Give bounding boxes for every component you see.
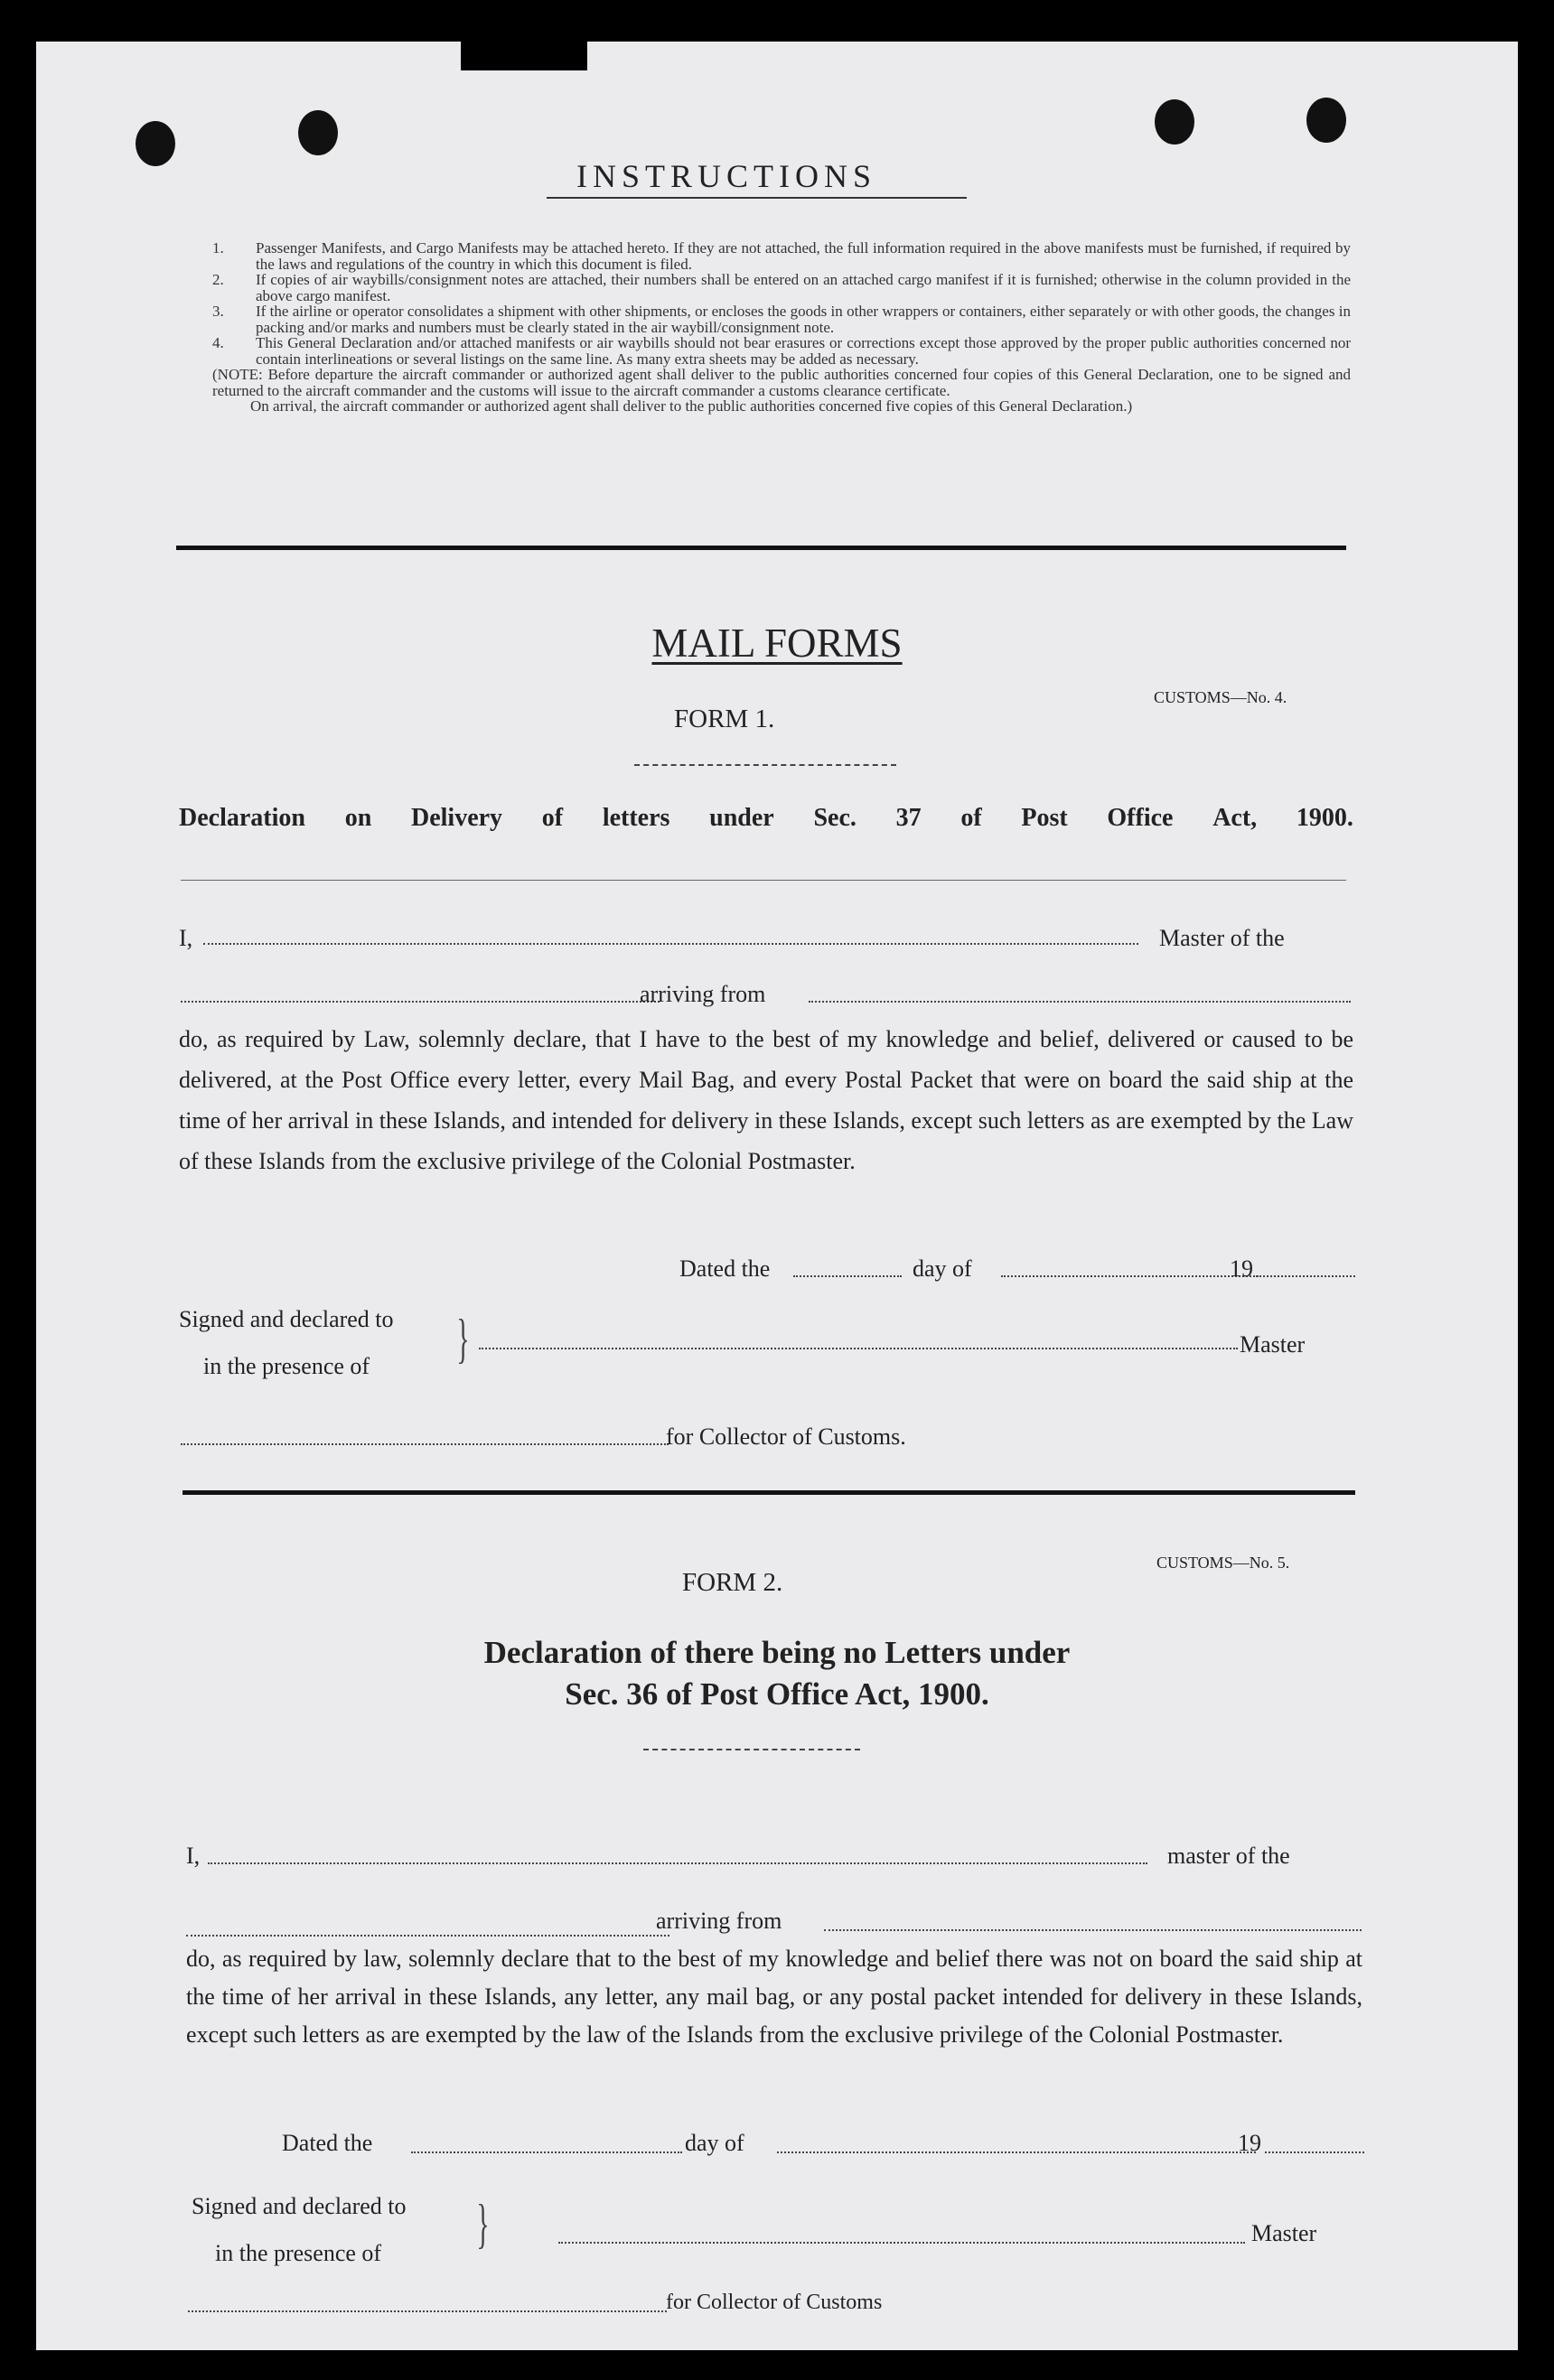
form1-label: FORM 1. (674, 705, 775, 733)
punch-hole-right-1 (1155, 99, 1194, 145)
form1-dated-the: Dated the (679, 1255, 771, 1282)
form1-title-word: 1900. (1296, 804, 1353, 832)
instruction-item (212, 240, 1351, 272)
form1-title-word: Delivery (410, 804, 503, 832)
instruction-text: If copies of air waybills/consignment notes are attached, their numbers shall be entered on an attached cargo manifest if it is furnished; otherwise in the column provided in the above cargo manifest. (256, 271, 1351, 304)
form1-customs-number: CUSTOMS—No. 4. (1154, 688, 1287, 706)
instruction-text: Passenger Manifests, and Cargo Manifests may be attached hereto. If they are not attached, the full information required in the above manifests must be furnished, if required by the laws and regulations of the country in which this document is filed. (256, 239, 1351, 273)
form1-title-word: 37 (895, 804, 922, 832)
torn-edge-mark (461, 38, 587, 70)
form1-month-field[interactable] (1001, 1275, 1259, 1277)
form2-arriving-from: arriving from (656, 1908, 782, 1934)
form1-title-word: of (960, 804, 982, 832)
form1-master-label: Master (1240, 1331, 1306, 1358)
instruction-text: This General Declaration and/or attached manifests or air waybills should not bear erasures or corrections except those approved by the proper public authorities concerned nor contain interlineations or several listings on the same line. As many extra sheets may be added as necessary. (256, 334, 1351, 368)
form1-master-of-the: Master of the (1159, 925, 1285, 951)
section-divider (176, 546, 1346, 550)
form2-i-label: I, (186, 1843, 201, 1869)
form1-title-word: Post (1021, 804, 1068, 832)
form2-master-signature-field[interactable] (558, 2242, 1245, 2244)
form2-signed-line1: Signed and declared to (192, 2193, 407, 2219)
instruction-item (212, 272, 1351, 303)
instruction-item (212, 335, 1351, 367)
form2-master-of-the: master of the (1167, 1843, 1290, 1869)
form2-day-field[interactable] (411, 2151, 682, 2153)
form2-dated-the: Dated the (282, 2130, 373, 2156)
document-page (36, 42, 1518, 2350)
form1-ship-field[interactable] (181, 1001, 660, 1003)
form1-title-word: of (541, 804, 564, 832)
form1-arriving-from: arriving from (640, 981, 766, 1007)
form1-signed-line2: in the presence of (203, 1353, 370, 1379)
form1-day-field[interactable] (793, 1275, 902, 1277)
punch-hole-left-2 (298, 110, 338, 155)
form1-title-word: Declaration (179, 804, 305, 832)
form1-body: do, as required by Law, solemnly declare, that I have to the best of my knowledge and belief, delivered or caused to be delivered, at the Post Office every letter, every Mail Bag, and every Postal Packet that were on board the said ship at the time of her arrival in these Islands, and intended for delivery in these Islands, except such letters as are exempted by the Law of these Islands from the exclusive privilege of the Colonial Postmaster. (179, 1026, 1353, 1174)
instruction-number: 1. (212, 239, 224, 257)
form1-name-field[interactable] (203, 943, 1138, 945)
form1-master-signature-field[interactable] (479, 1348, 1238, 1349)
instructions-list (212, 240, 1351, 415)
form2-ship-field[interactable] (186, 1935, 669, 1937)
form1-title-word: on (344, 804, 372, 832)
punch-hole-left-1 (136, 121, 175, 166)
punch-hole-right-2 (1306, 98, 1346, 143)
form2-name-field[interactable] (208, 1862, 1147, 1864)
form1-i-label: I, (179, 925, 193, 951)
form2-customs-number: CUSTOMS—No. 5. (1156, 1554, 1290, 1572)
instruction-number: 3. (212, 303, 224, 320)
form2-master-label: Master (1251, 2220, 1317, 2246)
form1-signed-brace: } (456, 1309, 470, 1368)
form2-collector-signature-field[interactable] (188, 2310, 667, 2312)
form2-signed-line2: in the presence of (215, 2240, 382, 2266)
form2-label: FORM 2. (682, 1568, 783, 1597)
form2-title-line1: Declaration of there being no Letters under (483, 1635, 1071, 1670)
form1-year-field[interactable] (1256, 1275, 1355, 1277)
form-divider (183, 1490, 1355, 1495)
form1-title-word: letters (602, 804, 670, 832)
form1-title (179, 804, 1353, 833)
form1-collector-signature-field[interactable] (181, 1443, 669, 1445)
instruction-note-arrival: On arrival, the aircraft commander or authorized agent shall deliver to the public authorities concerned five copies of this General Declaration.) (250, 397, 1133, 415)
form2-day-of: day of (685, 2130, 744, 2156)
form1-year-prefix: 19 (1230, 1255, 1253, 1282)
form2-title-line2: Sec. 36 of Post Office Act, 1900. (565, 1676, 989, 1712)
form1-title-word: Office (1107, 804, 1174, 832)
instruction-number: 4. (212, 334, 224, 351)
form2-signed-brace: } (476, 2194, 490, 2254)
instruction-text: If the airline or operator consolidates a shipment with other shipments, or encloses the goods in other wrappers or containers, either separately or with other goods, the changes in packing and/or marks and numbers must be clearly stated in the air waybill/consignment note. (256, 303, 1351, 336)
instructions-title-underline (547, 197, 967, 199)
form2-month-field[interactable] (777, 2151, 1256, 2153)
instruction-item (212, 303, 1351, 335)
form1-signed-line1: Signed and declared to (179, 1306, 394, 1332)
mail-forms-heading: MAIL FORMS (651, 621, 903, 666)
instruction-number: 2. (212, 271, 224, 288)
form2-year-field[interactable] (1265, 2151, 1364, 2153)
form1-collector-label: for Collector of Customs. (666, 1423, 906, 1450)
instructions-title: INSTRUCTIONS (576, 158, 877, 194)
form1-label-underline (634, 764, 896, 766)
instruction-note: (NOTE: Before departure the aircraft commander or authorized agent shall deliver to the public authorities concerned four copies of this General Declaration, one to be signed and returned to the aircraft commander and the customs will issue to the aircraft commander a customs clearance certificate. (212, 366, 1351, 399)
form1-day-of: day of (913, 1255, 972, 1282)
form2-body: do, as required by law, solemnly declare that to the best of my knowledge and belief there was not on board the said ship at the time of her arrival in these Islands, any letter, any mail bag, or any postal packet intended for delivery in these Islands, except such letters as are exempted by the law of the Islands from the exclusive privilege of the Colonial Postmaster. (186, 1946, 1362, 2048)
form1-origin-field[interactable] (809, 1001, 1351, 1003)
form2-title-underline (643, 1749, 860, 1750)
form2-year-prefix: 19 (1238, 2130, 1261, 2156)
form1-title-word: Sec. (813, 804, 857, 832)
form1-title-word: Act, (1212, 804, 1258, 832)
form1-title-word: under (709, 804, 774, 832)
form1-title-rule (181, 880, 1346, 881)
form2-origin-field[interactable] (824, 1929, 1362, 1931)
form2-collector-label: for Collector of Customs (666, 2291, 883, 2314)
